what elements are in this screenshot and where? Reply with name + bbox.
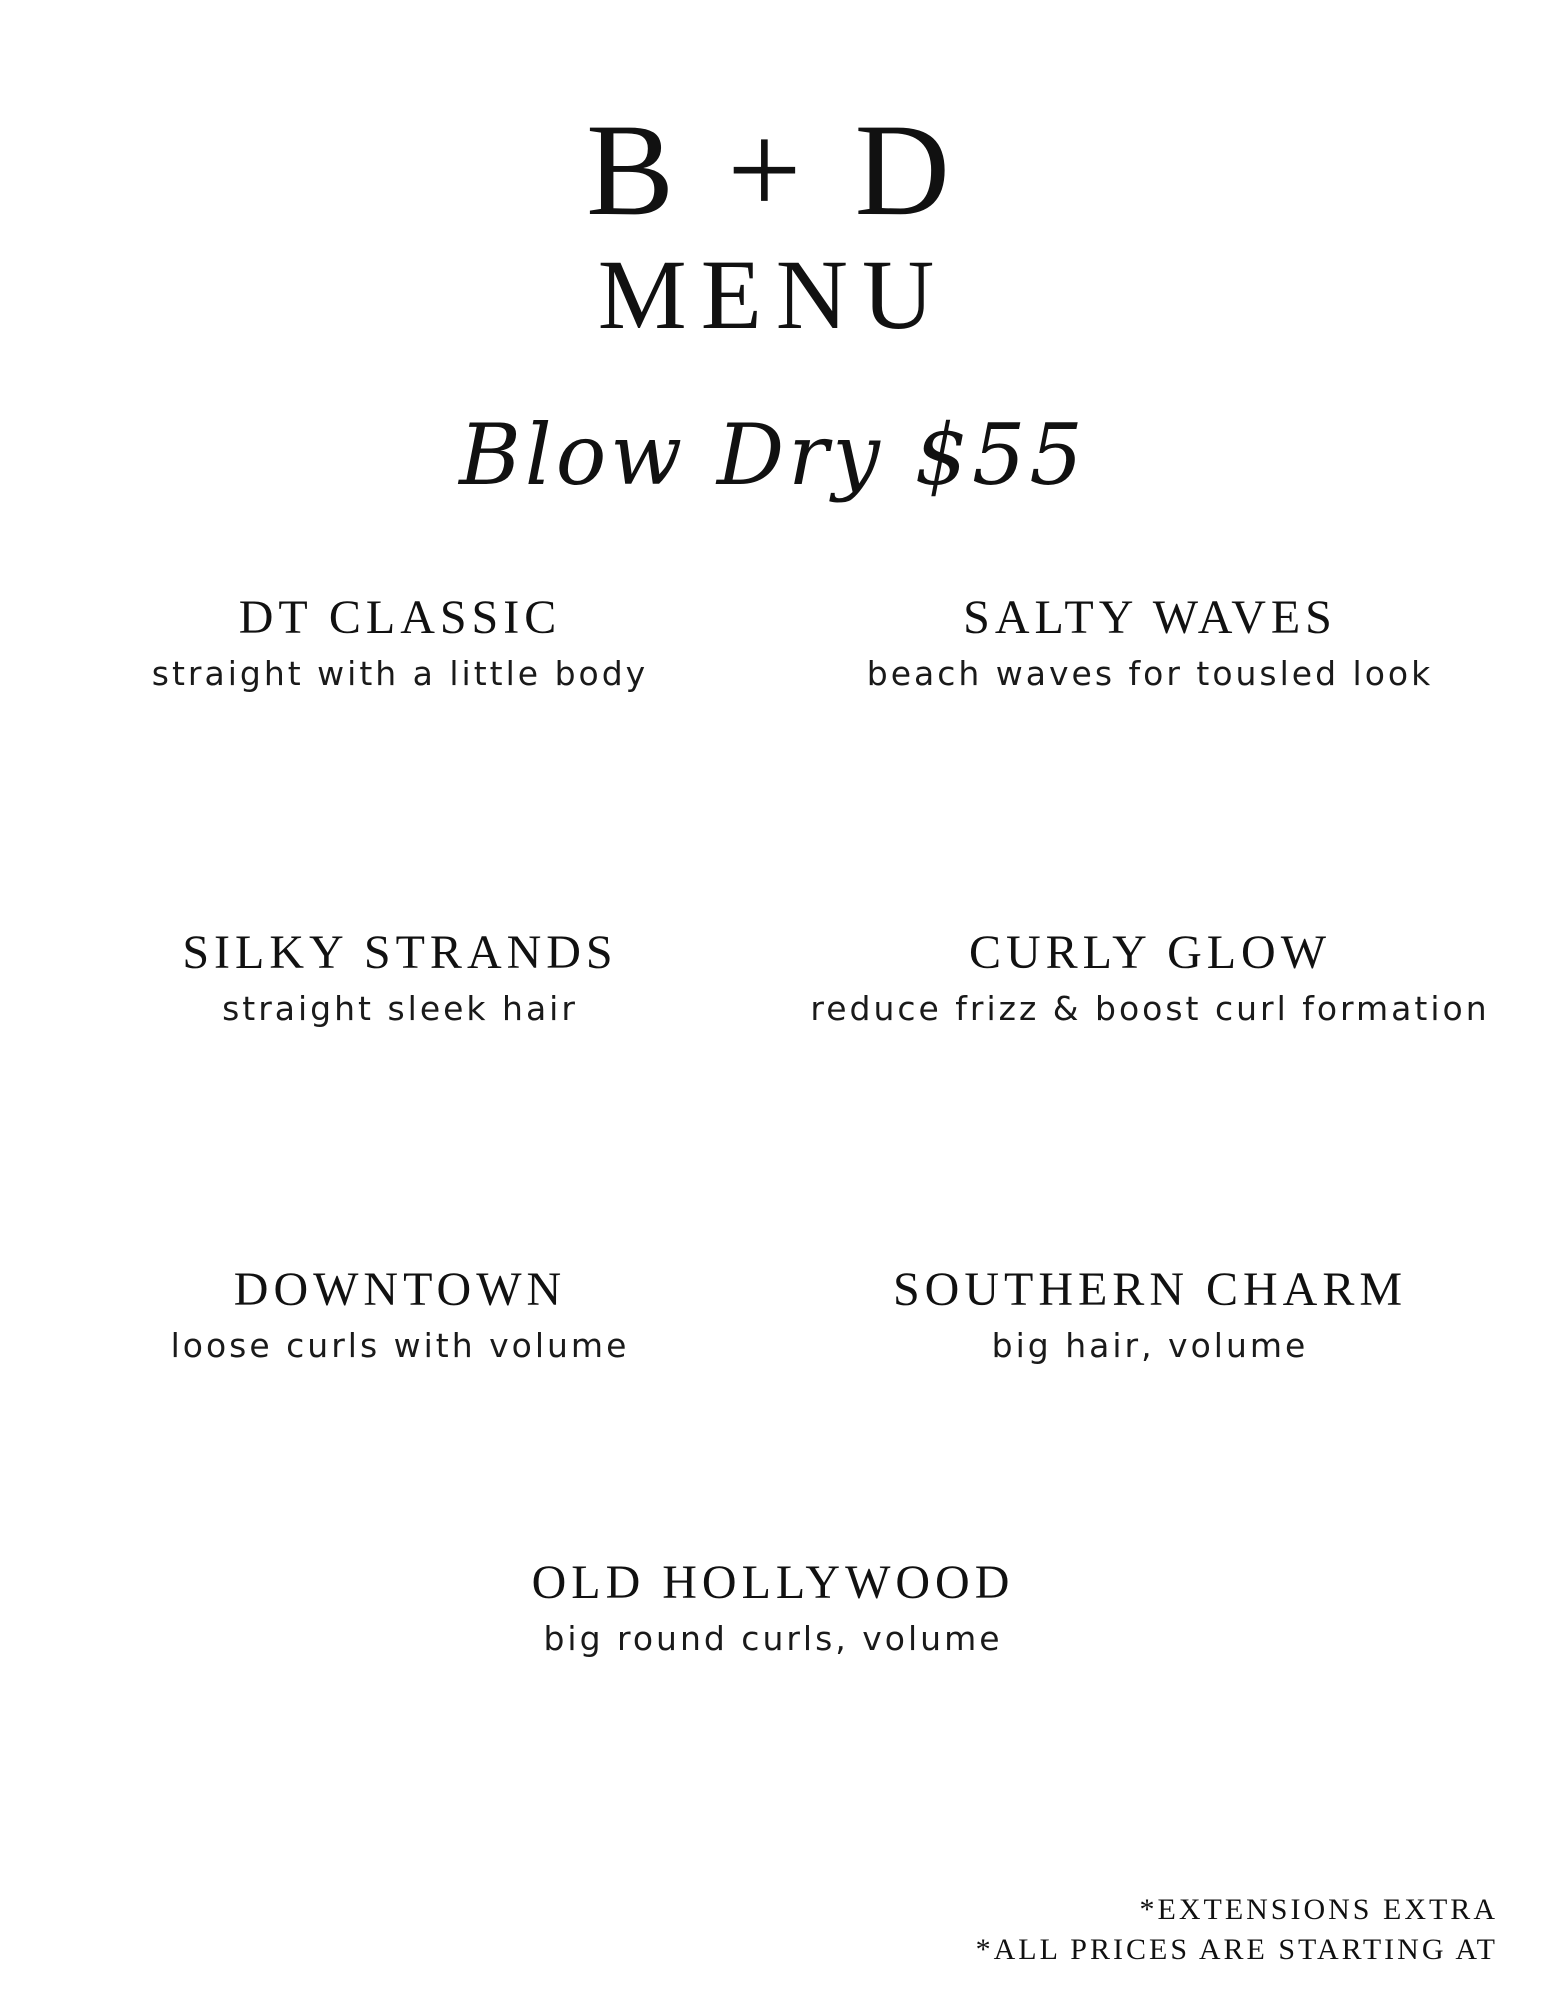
menu-item-description: loose curls with volume xyxy=(170,1326,630,1365)
menu-item-description: big round curls, volume xyxy=(543,1619,1003,1658)
menu-item-dt-classic xyxy=(40,590,760,696)
menu-item-silky-strands xyxy=(40,925,760,1031)
menu-item-downtown xyxy=(40,1262,760,1368)
menu-item-description: big hair, volume xyxy=(991,1326,1309,1365)
menu-item-curly-glow xyxy=(790,925,1510,1031)
section-heading-blow-dry: Blow Dry $55 xyxy=(459,406,1087,504)
menu-item-description: reduce frizz & boost curl formation xyxy=(810,989,1490,1028)
menu-item-name: SALTY WAVES xyxy=(963,591,1337,644)
menu-item-description: straight sleek hair xyxy=(222,989,578,1028)
menu-item-name: DT CLASSIC xyxy=(238,591,562,644)
menu-item-southern-charm xyxy=(790,1262,1510,1368)
menu-title-bd: B + D xyxy=(586,96,960,243)
footnote-pricing: *ALL PRICES ARE STARTING AT xyxy=(975,1933,1498,1966)
menu-item-name: SILKY STRANDS xyxy=(182,926,618,979)
menu-item-name: SOUTHERN CHARM xyxy=(892,1263,1408,1316)
menu-item-old-hollywood xyxy=(413,1555,1133,1661)
footnote-extensions: *EXTENSIONS EXTRA xyxy=(1139,1893,1498,1926)
menu-item-description: beach waves for tousled look xyxy=(866,654,1434,693)
menu-title-menu: MENU xyxy=(597,239,949,350)
footnotes xyxy=(976,1890,1498,1970)
menu-item-description: straight with a little body xyxy=(151,654,649,693)
menu-item-name: DOWNTOWN xyxy=(233,1263,567,1316)
menu-item-name: OLD HOLLYWOOD xyxy=(531,1556,1015,1609)
menu-item-salty-waves xyxy=(790,590,1510,696)
menu-item-name: CURLY GLOW xyxy=(968,926,1332,979)
